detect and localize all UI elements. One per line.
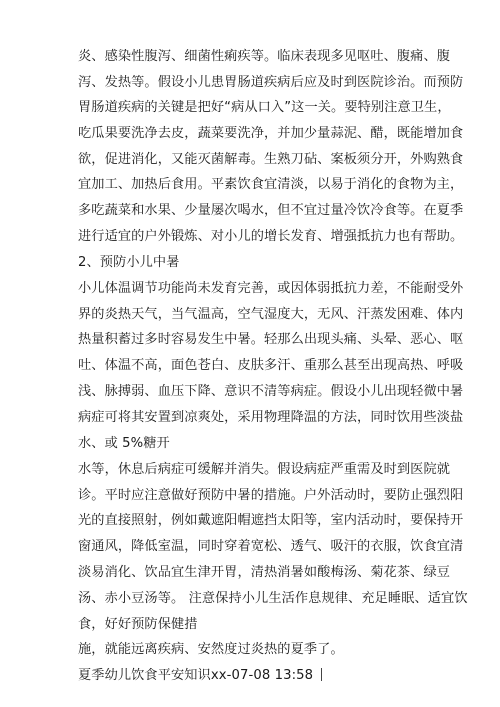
- text-line: 泻、发热等。假设小儿患胃肠道疾病后应及时到医院诊治。而预防: [78, 75, 464, 90]
- text-line: 诊。平时应注意做好预防中暑的措施。户外活动时，要防止强烈阳: [78, 488, 464, 503]
- text-line: 浅、脉搏弱、血压下降、意识不清等病症。假设小儿出现轻微中暑: [78, 384, 464, 399]
- text-line: 病症可将其安置到凉爽处，采用物理降温的方法，同时饮用些淡盐: [78, 410, 464, 425]
- text-line: 进行适宜的户外锻炼、对小儿的增长发育、增强抵抗力也有帮助。: [78, 229, 464, 244]
- text-line: 胃肠道疾病的关键是把好“病从口入”这一关。要特别注意卫生，: [78, 100, 451, 115]
- section-heading: 2、预防小儿中暑: [78, 255, 180, 270]
- text-line: 宜加工、加热后食用。平素饮食宜清淡，以易于消化的食物为主，: [78, 177, 464, 192]
- text-line: 热量积蓄过多时容易发生中暑。轻那么出现头痛、头晕、恶心、呕: [78, 332, 464, 347]
- text-line: 小儿体温调节功能尚未发育完善，或因体弱抵抗力差，不能耐受外: [78, 281, 464, 296]
- text-line: 炎、感染性腹泻、细菌性痢疾等。临床表现多见呕吐、腹痛、腹: [78, 49, 451, 64]
- footer-title-line: [78, 668, 322, 684]
- text-line: 水、或 5%糖开: [78, 436, 170, 451]
- text-line: 食，好好预防保健措: [78, 617, 198, 632]
- text-line: 吐、体温不高，面色苍白、皮肤多汗、重那么甚至出现高热、呼吸: [78, 358, 464, 373]
- text-line: 多吃蔬菜和水果、少量屡次喝水，但不宜过量冷饮冷食等。在夏季: [78, 203, 464, 218]
- text-line: 欲，促进消化，又能灭菌解毒。生熟刀砧、案板须分开，外购熟食: [78, 152, 464, 167]
- text-line: 窗通风，降低室温，同时穿着宽松、透气、吸汗的衣服，饮食宜清: [78, 539, 464, 554]
- text-line: 汤、赤小豆汤等。 注意保持小儿生活作息规律、充足睡眠、适宜饮: [78, 591, 468, 606]
- text-line: 光的直接照射，例如戴遮阳帽遮挡太阳等，室内活动时，要保持开: [78, 513, 464, 528]
- text-line: 施，就能远离疾病、安然度过炎热的夏季了。: [78, 642, 344, 657]
- text-line: 水等，休息后病症可缓解并消失。假设病症严重需及时到医院就: [78, 462, 451, 477]
- text-line: 吃瓜果要洗净去皮，蔬菜要洗净，并加少量蒜泥、醋，既能增加食: [78, 126, 464, 141]
- text-line: 淡易消化、饮品宜生津开胃，清热消暑如酸梅汤、菊花茶、绿豆: [78, 565, 451, 580]
- text-line: 界的炎热天气，当气温高，空气湿度大，无风、汗蒸发困难、体内: [78, 307, 464, 322]
- text-cursor: [321, 668, 322, 681]
- footer-title: 夏季幼儿饮食平安知识xx-07-08 13:58: [78, 668, 314, 683]
